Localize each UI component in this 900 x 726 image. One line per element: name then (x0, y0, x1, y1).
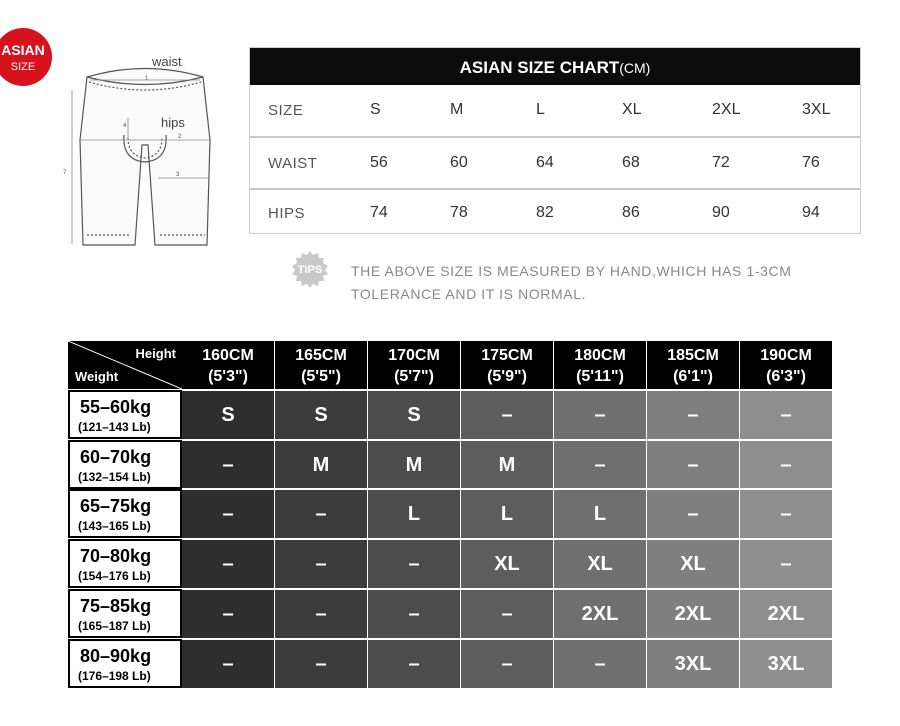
height-ft: (5'9") (487, 368, 527, 385)
size-recommendation-cell: 3XL (647, 640, 739, 688)
asian-size-chart (249, 47, 861, 234)
weight-kg: 70–80kg (80, 546, 152, 566)
height-cm: 170CM (388, 347, 440, 364)
size-recommendation-cell: XL (461, 540, 553, 588)
weight-row-header (68, 539, 182, 588)
height-column-header (461, 341, 553, 389)
weight-row-header (68, 639, 182, 688)
size-header-row (250, 85, 860, 135)
size-recommendation-cell: – (554, 441, 646, 489)
height-column-header (275, 341, 367, 389)
weight-lb: (121–143 Lb) (78, 420, 151, 434)
size-header-l: L (536, 101, 545, 118)
size-recommendation-cell: L (461, 490, 553, 538)
tips-icon-label: TIPS (297, 264, 323, 276)
grid-vline (367, 341, 368, 688)
badge-line1: ASIAN (1, 42, 45, 58)
size-recommendation-cell: XL (554, 540, 646, 588)
corner-weight-label: Weight (75, 369, 119, 384)
size-recommendation-cell: – (275, 590, 367, 638)
size-recommendation-cell: – (554, 391, 646, 439)
weight-kg: 65–75kg (80, 496, 152, 516)
weight-kg: 55–60kg (80, 397, 152, 417)
grid-vline (460, 341, 461, 688)
size-chart-title-text: ASIAN SIZE CHART (459, 58, 620, 77)
size-recommendation-cell: 2XL (554, 590, 646, 638)
weight-kg: 60–70kg (80, 447, 152, 467)
size-header-2xl: 2XL (712, 101, 741, 118)
size-recommendation-cell: – (275, 490, 367, 538)
weight-row-header (68, 390, 182, 439)
height-column-header (740, 341, 832, 389)
height-cm: 175CM (481, 347, 533, 364)
size-recommendation-cell: – (368, 590, 460, 638)
height-cm: 160CM (202, 347, 254, 364)
weight-kg: 80–90kg (80, 646, 152, 666)
size-recommendation-cell: S (182, 391, 274, 439)
height-cm: 165CM (295, 347, 347, 364)
size-cell: 64 (536, 154, 554, 171)
badge-line2: SIZE (10, 61, 36, 73)
size-cell: 74 (370, 204, 388, 221)
grid-vline (739, 341, 740, 688)
grid-hline (182, 389, 832, 391)
grid-hline (182, 588, 832, 590)
height-column-header (647, 341, 739, 389)
size-recommendation-cell: 2XL (647, 590, 739, 638)
shorts-diagram (60, 50, 230, 260)
height-column-header (554, 341, 646, 389)
size-header-m: M (450, 101, 464, 118)
size-cell: 90 (712, 204, 730, 221)
size-header-label: SIZE (268, 101, 304, 119)
size-recommendation-cell: – (647, 441, 739, 489)
weight-lb: (165–187 Lb) (78, 619, 151, 633)
size-chart-unit: (CM) (619, 60, 651, 76)
size-recommendation-cell: – (647, 490, 739, 538)
size-recommendation-cell: – (647, 391, 739, 439)
height-ft: (5'11") (576, 368, 624, 385)
weight-row-header (68, 489, 182, 538)
grid-vline (274, 341, 275, 688)
height-ft: (6'1") (673, 368, 713, 385)
tips-line2: TOLERANCE AND IT IS NORMAL. (351, 286, 587, 302)
size-recommendation-cell: – (182, 441, 274, 489)
size-recommendation-cell: – (740, 441, 832, 489)
hips-label: hips (161, 115, 185, 130)
size-header-3xl: 3XL (802, 101, 831, 118)
height-ft: (5'7") (394, 368, 434, 385)
tips-badge-icon (291, 250, 329, 288)
height-ft: (6'3") (766, 368, 806, 385)
size-cell: 72 (712, 154, 730, 171)
grid-hline (182, 538, 832, 540)
grid-vline (646, 341, 647, 688)
height-column-header (368, 341, 460, 389)
size-recommendation-cell: – (182, 490, 274, 538)
tips-line1: THE ABOVE SIZE IS MEASURED BY HAND,WHICH HAS 1-3CM (351, 263, 792, 279)
grid-vline (553, 341, 554, 688)
size-recommendation-cell: – (461, 391, 553, 439)
waist-label: waist (152, 54, 182, 69)
tips-text (351, 260, 871, 306)
size-recommendation-cell: – (368, 640, 460, 688)
size-recommendation-cell: 3XL (740, 640, 832, 688)
size-recommendation-cell: S (368, 391, 460, 439)
size-recommendation-cell: – (275, 640, 367, 688)
grid-hline (182, 439, 832, 441)
weight-lb: (143–165 Lb) (78, 519, 151, 533)
size-recommendation-cell: L (368, 490, 460, 538)
size-row-label: WAIST (268, 154, 318, 172)
size-recommendation-cell: – (182, 640, 274, 688)
size-recommendation-cell: M (461, 441, 553, 489)
size-row-hips (250, 188, 860, 236)
size-header-s: S (370, 101, 381, 118)
weight-row-header (68, 589, 182, 638)
size-recommendation-cell: – (554, 640, 646, 688)
diagram-num-4: 4 (123, 123, 127, 129)
size-recommendation-cell: M (275, 441, 367, 489)
size-row-waist (250, 136, 860, 188)
size-recommendation-cell: 2XL (740, 590, 832, 638)
size-chart-title (250, 48, 860, 85)
size-recommendation-cell: – (461, 640, 553, 688)
size-cell: 78 (450, 204, 468, 221)
corner-height-label: Height (135, 346, 176, 361)
size-recommendation-cell: – (182, 540, 274, 588)
size-recommendation-cell: – (461, 590, 553, 638)
size-cell: 94 (802, 204, 820, 221)
size-recommendation-cell: – (182, 590, 274, 638)
hw-corner-cell (68, 341, 182, 389)
size-recommendation-cell: S (275, 391, 367, 439)
height-column-header (182, 341, 274, 389)
size-recommendation-cell: – (740, 540, 832, 588)
height-cm: 190CM (760, 347, 812, 364)
size-cell: 68 (622, 154, 640, 171)
height-ft: (5'3") (208, 368, 248, 385)
height-weight-chart (68, 341, 832, 688)
size-recommendation-cell: L (554, 490, 646, 538)
size-cell: 82 (536, 204, 554, 221)
size-recommendation-cell: M (368, 441, 460, 489)
height-ft: (5'5") (301, 368, 341, 385)
size-recommendation-cell: XL (647, 540, 739, 588)
weight-lb: (154–176 Lb) (78, 569, 151, 583)
size-recommendation-cell: – (368, 540, 460, 588)
size-cell: 56 (370, 154, 388, 171)
diagram-num-1: 1 (145, 76, 149, 82)
diagram-num-2: 2 (178, 134, 182, 140)
diagram-num-3: 3 (176, 172, 180, 178)
diagram-num-7: 7 (63, 170, 67, 176)
size-recommendation-cell: – (275, 540, 367, 588)
height-cm: 185CM (667, 347, 719, 364)
size-cell: 86 (622, 204, 640, 221)
weight-lb: (176–198 Lb) (78, 669, 151, 683)
size-recommendation-cell: – (740, 391, 832, 439)
asian-size-badge (0, 28, 52, 86)
size-cell: 60 (450, 154, 468, 171)
grid-hline (182, 488, 832, 490)
size-recommendation-cell: – (740, 490, 832, 538)
size-cell: 76 (802, 154, 820, 171)
weight-kg: 75–85kg (80, 596, 152, 616)
height-cm: 180CM (574, 347, 626, 364)
size-header-xl: XL (622, 101, 642, 118)
grid-hline (182, 638, 832, 640)
size-row-label: HIPS (268, 204, 306, 222)
weight-lb: (132–154 Lb) (78, 470, 151, 484)
weight-row-header (68, 440, 182, 489)
